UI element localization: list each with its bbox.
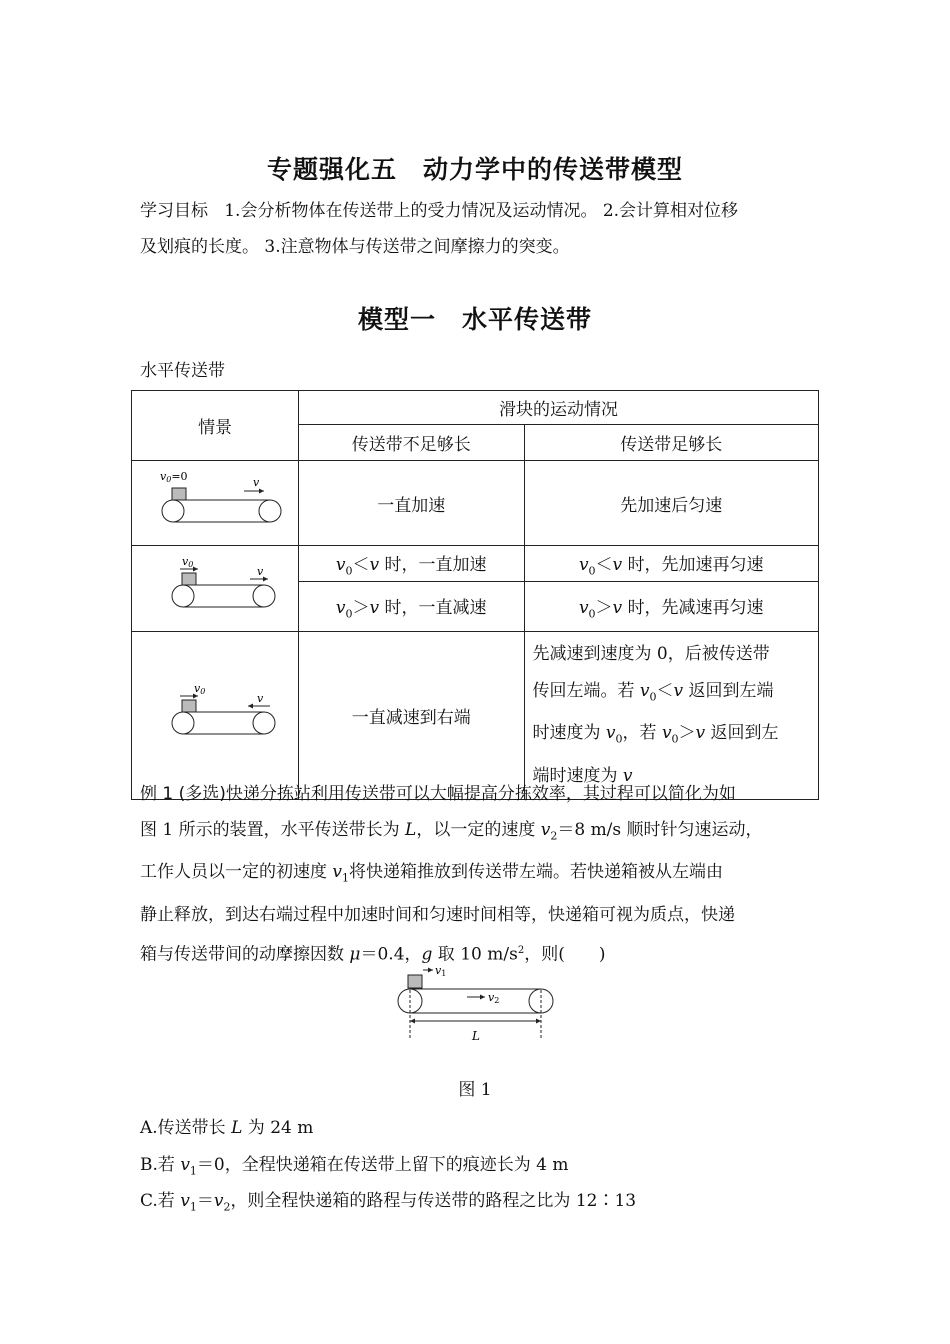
- conveyor-diagram-2: [140, 551, 290, 621]
- row2b-long: $v_0>v$ 时，先减速再匀速: [524, 582, 818, 632]
- row3-short: 一直减速到右端: [298, 632, 524, 800]
- example-label: 例 1 (多选): [140, 784, 226, 804]
- v-label: v: [256, 565, 264, 578]
- scene-1: [132, 461, 299, 546]
- example-1: 例 1 (多选)快递分拣站利用传送带可以大幅提高分拣效率，其过程可以简化为如 图 1 所示的装置，水平传送带长为 L，以一定的速度 $v_2=8$ m/s 顺时针匀速运动， 工作人员以一定的初速度 $v_1$将快递箱推放到传送带左端。若快递箱被从左端由 静止释放，到达右端过程中加速时间和匀速时间相等，快递箱可视为质点，快递 箱与传送带间的动摩擦因数 μ＝0.4，g 取 10 $m/s^2$，则( ): [140, 784, 763, 965]
- scene-3: [132, 632, 299, 800]
- goal-text-1: 1.会分析物体在传送带上的受力情况及运动情况。 2.会计算相对位移: [224, 201, 739, 221]
- conveyor-diagram-1: [140, 466, 290, 536]
- box: [408, 975, 422, 988]
- header-short: 传送带不足够长: [298, 425, 524, 461]
- row1-short: 一直加速: [298, 461, 524, 546]
- row1-long: 先加速后匀速: [524, 461, 818, 546]
- row2a-short: $v_0<v$ 时，一直加速: [298, 546, 524, 582]
- header-long: 传送带足够长: [524, 425, 818, 461]
- figure-1-diagram: [395, 960, 565, 1050]
- left-roller: [162, 500, 184, 522]
- v0-label: v0: [193, 681, 206, 696]
- block: [172, 488, 186, 500]
- section-title: 模型一 水平传送带: [357, 305, 592, 334]
- row2a-long: $v_0<v$ 时，先加速再匀速: [524, 546, 818, 582]
- v0-label: v0=0: [159, 469, 188, 484]
- scene-2: [132, 546, 299, 632]
- fig-v1-label: v1: [435, 964, 447, 978]
- figure-caption: 图 1: [458, 1080, 492, 1100]
- learning-goals: [140, 193, 820, 265]
- block: [182, 573, 196, 585]
- conveyor-diagram-3: [140, 678, 290, 748]
- option-c: C.若 $v_1=v_2$，则全程快递箱的路程与传送带的路程之比为 12∶13: [140, 1191, 637, 1214]
- row3-long: 先减速到速度为 0，后被传送带 传回左端。若 $v_0<v$ 返回到左端 时速度为 $v_0$，若 $v_0>v$ 返回到左 端时速度为 v: [524, 632, 818, 800]
- right-roller: [259, 500, 281, 522]
- fig-v2-label: v2: [488, 991, 500, 1005]
- option-b: B.若 $v_1=0$，全程快递箱在传送带上留下的痕迹长为 4 m: [140, 1155, 569, 1178]
- option-a: A.传送带长 L 为 24 m: [140, 1118, 314, 1138]
- v-label: v: [256, 691, 264, 705]
- header-scene: 情景: [132, 391, 299, 461]
- conveyor-table: [131, 390, 819, 800]
- goal-text-2: 及划痕的长度。 3.注意物体与传送带之间摩擦力的突变。: [140, 237, 570, 257]
- section-subtitle: 水平传送带: [140, 361, 225, 381]
- fig-L-label: L: [472, 1029, 480, 1043]
- block: [182, 700, 196, 712]
- header-motion: 滑块的运动情况: [298, 391, 818, 425]
- page-title: 专题强化五 动力学中的传送带模型: [266, 155, 683, 184]
- goal-label: 学习目标: [140, 201, 208, 221]
- v-label: v: [252, 475, 260, 489]
- row2b-short: $v_0>v$ 时，一直减速: [298, 582, 524, 632]
- v0-label: v0: [181, 555, 194, 569]
